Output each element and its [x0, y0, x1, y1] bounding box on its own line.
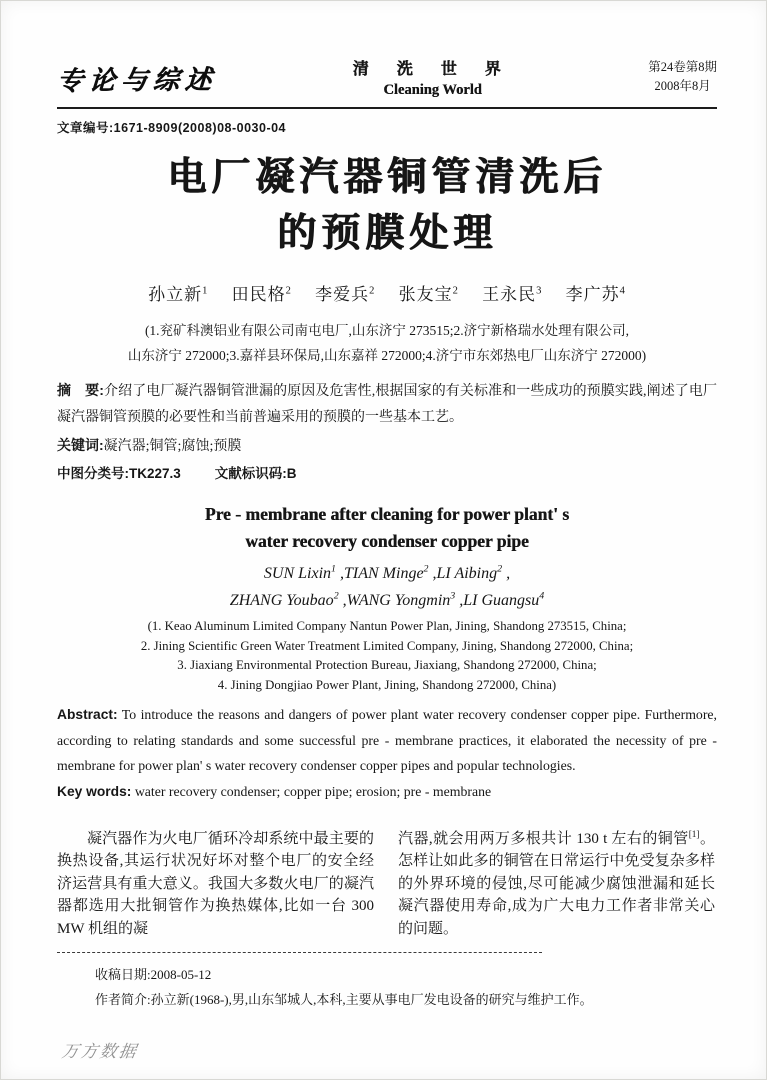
article-number: 文章编号:1671-8909(2008)08-0030-04 [57, 121, 287, 135]
author-name [482, 285, 542, 304]
author-superscript: 2 [452, 285, 459, 297]
author-name [566, 285, 626, 304]
affiliations-cn [57, 318, 717, 368]
affiliations-en [57, 617, 717, 695]
keywords-cn-label: 关键词: [57, 437, 104, 453]
author-name-text: 王永民 [482, 285, 537, 304]
footnotes [57, 962, 717, 1012]
body-column-right [398, 828, 715, 941]
issue-info [648, 58, 717, 96]
article-title-en-line2: water recovery condenser copper pipe [245, 531, 529, 551]
journal-title-block [353, 56, 513, 99]
journal-title-en: Cleaning World [383, 82, 482, 98]
article-title-en [57, 501, 717, 555]
volume-issue: 第24卷第8期 [648, 60, 717, 74]
abstract-en-label: Abstract: [57, 707, 118, 722]
author-en-text: SUN Lixin [263, 565, 332, 582]
abstract-cn-text: 介绍了电厂凝汽器铜管泄漏的原因及危害性,根据国家的有关标准和一些成功的预膜实践,阐述了电厂凝汽器铜管预膜的必要性和当前普遍采用的预膜的一些基本工艺。 [57, 384, 717, 425]
author-name-text: 李爱兵 [315, 285, 370, 304]
affiliation-en-line: (1. Keao Aluminum Limited Company Nantun Power Plan, Jining, Shandong 273515, China; [147, 619, 627, 633]
authors-en-line1 [57, 560, 717, 587]
doc-code-label: 文献标识码: [214, 466, 287, 481]
body-text: 汽器,就会用两万多根共计 130 t 左右的铜管 [398, 830, 689, 847]
abstract-en [57, 702, 717, 779]
body-paragraph: 凝汽器作为火电厂循环冷却系统中最主要的换热设备,其运行状况好坏对整个电厂的安全经济运营具有重大意义。我国大多数火电厂的凝汽器都选用大批铜管作为换热媒体,比如一台 300 MW 机组的凝 [57, 830, 374, 937]
authors-cn [57, 280, 717, 305]
article-title-line2: 的预膜处理 [276, 211, 497, 256]
header-rule [57, 107, 717, 109]
author-biography: 作者简介:孙立新(1968-),男,山东邹城人,本科,主要从事电厂发电设备的研究与维护工作。 [95, 992, 593, 1008]
abstract-en-text: To introduce the reasons and dangers of power plant water recovery condenser copper pipe. Furthermore, according to relating standards and some successful pre - membrane practices, it elaborated the necessity of pre - membrane for power plan' s water recovery condenser copper pipes and popular technologies. [57, 707, 717, 773]
article-title-line1: 电厂凝汽器铜管清洗后 [166, 155, 607, 200]
author-superscript: 1 [331, 563, 336, 575]
classification-line [57, 461, 717, 486]
doc-code-value: B [286, 466, 297, 481]
author-superscript: 2 [423, 563, 429, 575]
authors-en [57, 560, 717, 614]
journal-section-logo: 专论与综述 [55, 65, 218, 97]
author-name-text: 李广苏 [565, 285, 620, 304]
affiliation-en-line: 2. Jining Scientific Green Water Treatment Limited Company, Jining, Shandong 272000, China; [140, 638, 634, 653]
author-superscript: 2 [285, 285, 292, 297]
clc-value: TK227.3 [129, 466, 181, 481]
author-superscript: 4 [619, 285, 626, 297]
keywords-en-label: Key words: [57, 783, 132, 799]
keywords-en-text: water recovery condenser; copper pipe; erosion; pre - membrane [134, 783, 492, 799]
affiliation-en-line: 3. Jiaxiang Environmental Protection Bureau, Jiaxiang, Shandong 272000, China; [177, 658, 597, 672]
body-text: 。怎样让如此多的铜管在日常运行中免受复杂多样的外界环境的侵蚀,尽可能减少腐蚀泄漏和延长凝汽器使用寿命,成为广大电力工作者非常关心的问题。 [398, 830, 715, 937]
journal-title-cn: 清 洗 世 界 [352, 61, 513, 78]
author-en-text: ,LI Aibing [428, 565, 498, 582]
author-en-text: ZHANG Youbao [229, 592, 334, 609]
issue-date: 2008年8月 [654, 79, 711, 93]
author-en-text: ,LI Guangsu [455, 592, 540, 609]
authors-en-line2 [57, 587, 717, 614]
footnote-rule [57, 952, 542, 953]
keywords-en [57, 779, 717, 804]
author-name [232, 285, 292, 304]
author-name-text: 张友宝 [398, 285, 453, 304]
author-en-text: ,WANG Yongmin [338, 592, 451, 609]
author-name-text: 田民格 [231, 285, 286, 304]
received-date: 收稿日期:2008-05-12 [95, 967, 212, 983]
abstract-cn [57, 377, 717, 431]
affiliation-line: (1.兖矿科澳铝业有限公司南屯电厂,山东济宁 273515;2.济宁新格瑞水处理有限公司, [144, 323, 630, 338]
clc-label: 中图分类号: [57, 466, 129, 481]
author-name [148, 285, 208, 304]
author-en-text: ,TIAN Minge [336, 565, 424, 582]
body-column-left [57, 828, 374, 941]
page-header [57, 54, 717, 99]
body-paragraph [398, 828, 715, 941]
affiliation-line: 山东济宁 272000;3.嘉祥县环保局,山东嘉祥 272000;4.济宁市东郊热电厂山东济宁 272000) [127, 348, 647, 363]
author-name [315, 285, 375, 304]
keywords-cn-text: 凝汽器;铜管;腐蚀;预膜 [103, 439, 242, 454]
keywords-cn [57, 433, 717, 459]
abstract-cn-label: 摘 要: [57, 382, 104, 398]
article-title-cn [57, 150, 717, 262]
author-superscript: 3 [450, 590, 456, 602]
reference-superscript: [1] [688, 829, 700, 840]
author-superscript: 1 [202, 285, 209, 297]
affiliation-en-line: 4. Jining Dongjiao Power Plant, Jining, Shandong 272000, China) [217, 677, 557, 692]
wanfang-watermark: 万方数据 [60, 1042, 140, 1061]
author-superscript: 2 [333, 590, 339, 602]
author-superscript: 4 [539, 590, 545, 602]
author-superscript: 3 [536, 285, 543, 297]
author-name-text: 孙立新 [148, 285, 203, 304]
author-superscript: 2 [369, 285, 376, 297]
body-columns [57, 828, 717, 941]
article-title-en-line1: Pre - membrane after cleaning for power plant' s [204, 504, 570, 524]
author-superscript: 2 [497, 563, 503, 575]
author-en-text: , [502, 565, 511, 582]
author-name [399, 285, 459, 304]
